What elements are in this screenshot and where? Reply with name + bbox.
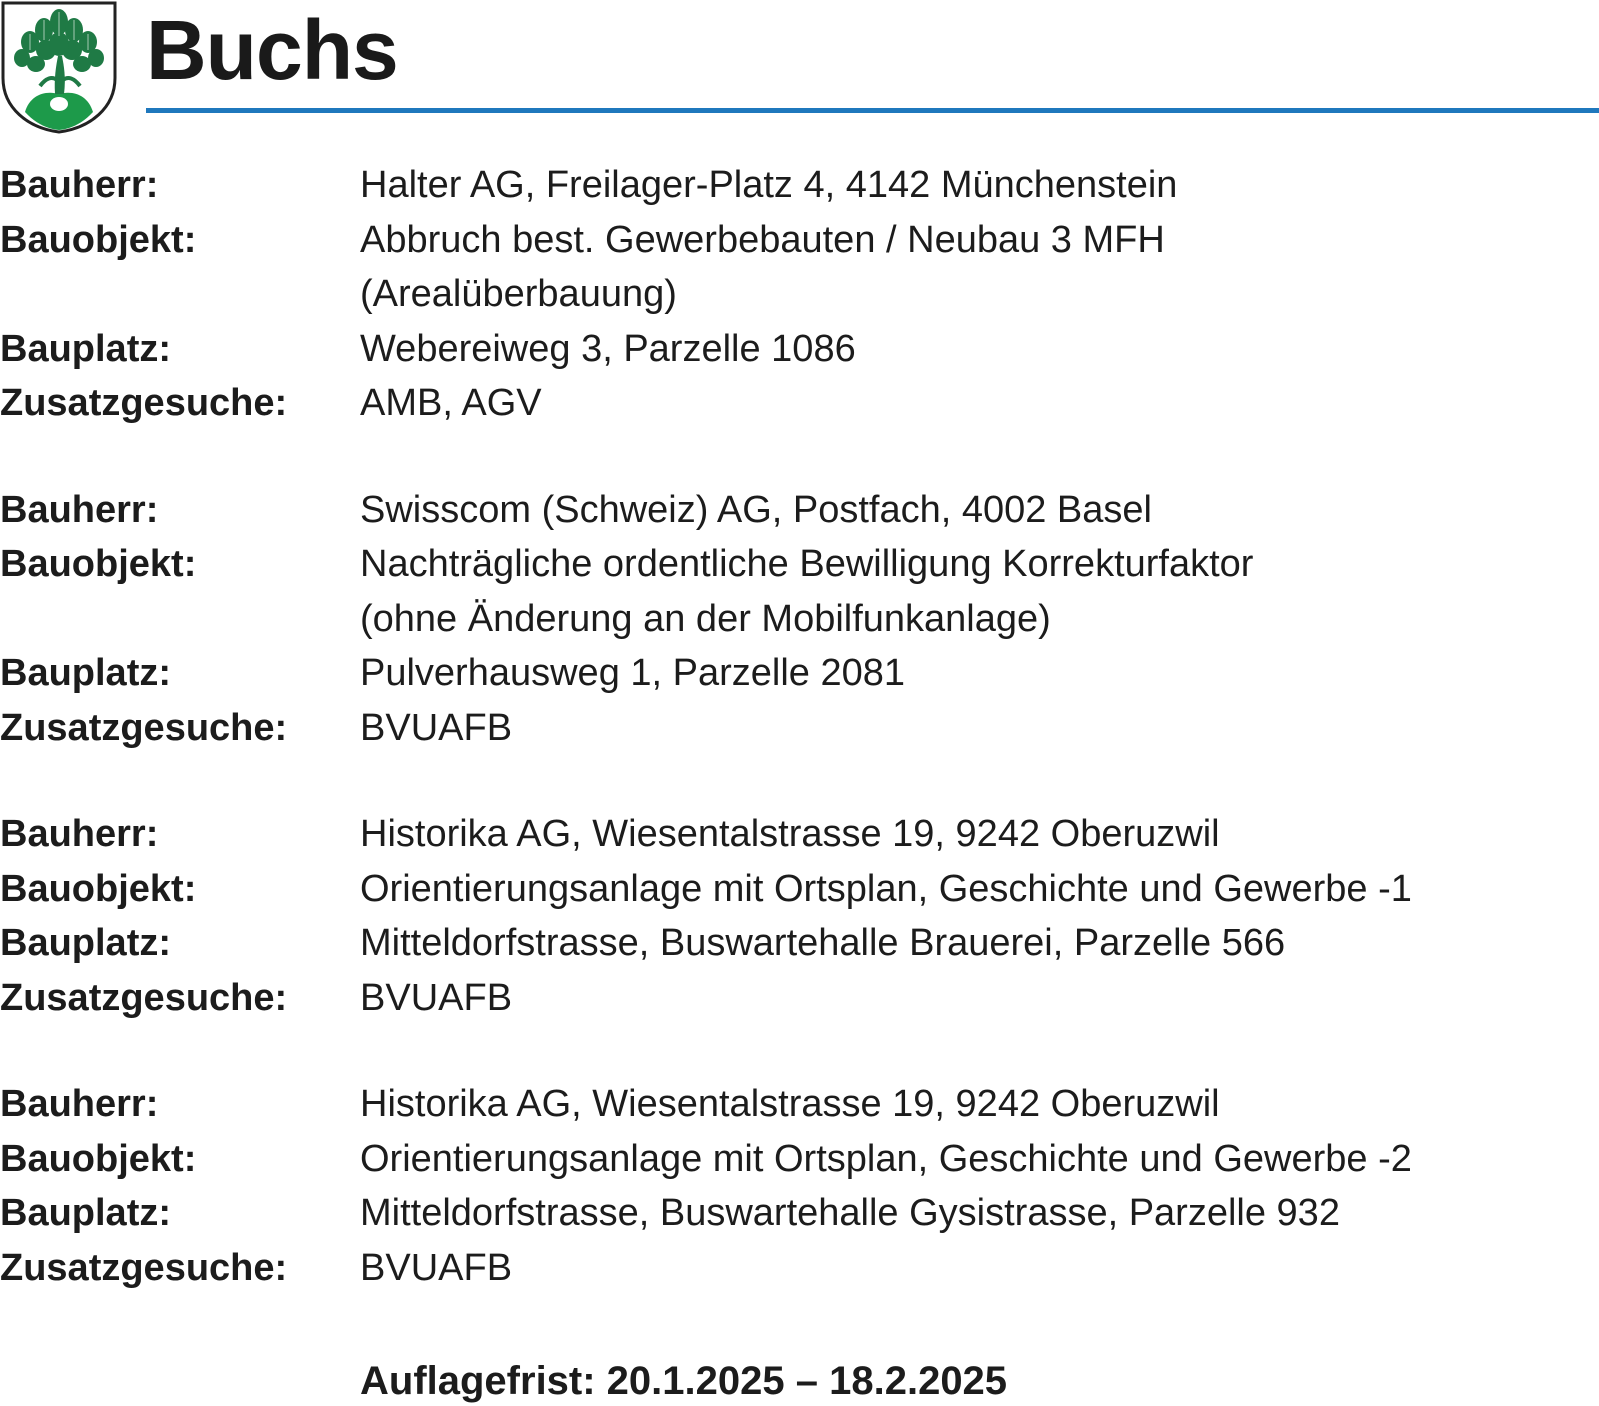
value-line: Webereiweg 3, Parzelle 1086: [360, 327, 856, 370]
field-label: Bauherr:: [0, 164, 159, 206]
value-line: Historika AG, Wiesentalstrasse 19, 9242 Oberuzwil: [360, 1083, 1220, 1125]
value-line: Abbruch best. Gewerbebauten / Neubau 3 MFH: [360, 218, 1165, 261]
application-entry-3: [0, 807, 1599, 1025]
field-label: Bauherr:: [0, 1083, 159, 1125]
field-value: [360, 646, 1599, 701]
application-entry-1: [0, 158, 1599, 431]
field-row-bauobjekt: [0, 1132, 1599, 1187]
field-value: [360, 158, 1599, 213]
field-label: Zusatzgesuche:: [0, 976, 288, 1019]
field-row-zusatzgesuche: [0, 1241, 1599, 1296]
header-rule: [146, 108, 1599, 113]
field-value: [360, 701, 1599, 756]
coat-of-arms-icon: [0, 0, 120, 134]
field-row-bauherr: [0, 483, 1599, 538]
application-entry-4: [0, 1077, 1599, 1295]
field-row-bauplatz: [0, 646, 1599, 701]
field-row-bauherr: [0, 1077, 1599, 1132]
field-value: [360, 971, 1599, 1026]
field-label: Bauobjekt:: [0, 867, 197, 910]
field-value: [360, 483, 1599, 538]
value-line: BVUAFB: [360, 976, 513, 1019]
field-value: [360, 322, 1599, 377]
value-line: Mitteldorfstrasse, Buswartehalle Brauerei, Parzelle 566: [360, 922, 1286, 964]
field-value: [360, 537, 1599, 646]
value-line: Pulverhausweg 1, Parzelle 2081: [360, 652, 906, 694]
field-row-zusatzgesuche: [0, 971, 1599, 1026]
field-label: Bauplatz:: [0, 1192, 171, 1234]
field-label: Bauherr:: [0, 488, 159, 531]
value-line: Mitteldorfstrasse, Buswartehalle Gysistrasse, Parzelle 932: [360, 1192, 1340, 1234]
field-row-bauplatz: [0, 916, 1599, 971]
value-line: BVUAFB: [360, 1246, 513, 1289]
field-label: Bauobjekt:: [0, 543, 197, 585]
field-value: [360, 1077, 1599, 1132]
field-row-bauobjekt: [0, 862, 1599, 917]
value-line: AMB, AGV: [360, 382, 542, 424]
field-label: Bauobjekt:: [0, 1137, 197, 1180]
field-value: [360, 916, 1599, 971]
field-value: [360, 1241, 1599, 1296]
auflagefrist: Auflagefrist: 20.1.2025 – 18.2.2025: [360, 1359, 1008, 1403]
field-value: [360, 862, 1599, 917]
field-value: [360, 807, 1599, 862]
field-label: Bauplatz:: [0, 652, 171, 694]
field-row-bauherr: [0, 158, 1599, 213]
field-row-bauherr: [0, 807, 1599, 862]
field-row-bauobjekt: [0, 213, 1599, 322]
value-line: Nachträgliche ordentliche Bewilligung Korrekturfaktor: [360, 543, 1254, 585]
page-title: Buchs: [146, 3, 398, 97]
field-label: Bauobjekt:: [0, 218, 197, 261]
application-entry-2: [0, 483, 1599, 756]
field-label: Bauplatz:: [0, 922, 171, 964]
field-label: Zusatzgesuche:: [0, 382, 288, 424]
field-label: Bauherr:: [0, 813, 159, 855]
value-line: BVUAFB: [360, 706, 513, 749]
field-label: Zusatzgesuche:: [0, 706, 288, 749]
value-line: Swisscom (Schweiz) AG, Postfach, 4002 Basel: [360, 488, 1152, 531]
value-line: (Arealüberbauung): [360, 273, 677, 315]
field-value: [360, 376, 1599, 431]
value-line: (ohne Änderung an der Mobilfunkanlage): [360, 597, 1051, 640]
field-row-zusatzgesuche: [0, 376, 1599, 431]
field-label: Bauplatz:: [0, 327, 171, 370]
field-row-zusatzgesuche: [0, 701, 1599, 756]
field-row-bauplatz: [0, 1186, 1599, 1241]
field-label: Zusatzgesuche:: [0, 1246, 288, 1289]
value-line: Historika AG, Wiesentalstrasse 19, 9242 Oberuzwil: [360, 813, 1220, 855]
field-value: [360, 213, 1599, 322]
value-line: Halter AG, Freilager-Platz 4, 4142 Münchenstein: [360, 164, 1178, 206]
application-list: [0, 158, 1599, 1347]
field-value: [360, 1132, 1599, 1187]
field-value: [360, 1186, 1599, 1241]
field-row-bauplatz: [0, 322, 1599, 377]
field-row-bauobjekt: [0, 537, 1599, 646]
value-line: Orientierungsanlage mit Ortsplan, Geschichte und Gewerbe -1: [360, 867, 1412, 910]
value-line: Orientierungsanlage mit Ortsplan, Geschichte und Gewerbe -2: [360, 1137, 1412, 1180]
